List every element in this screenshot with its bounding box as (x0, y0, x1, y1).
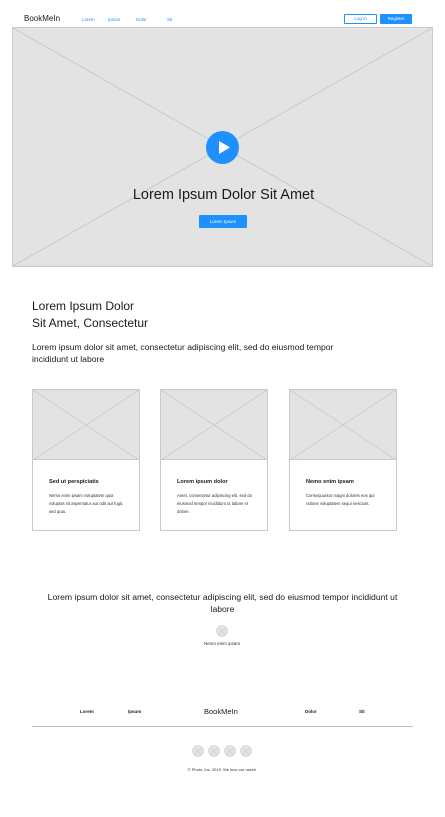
intro-heading (32, 298, 148, 332)
card-title: Nemo enim ipsam (306, 479, 354, 485)
card-body: Consequuntur magni dolores eos qui ratione voluptatem sequi nesciunt. (306, 493, 375, 506)
intro-heading-line2: Sit Amet, Consectetur (32, 316, 149, 330)
login-button[interactable]: Log in (344, 14, 377, 24)
social-icon-4[interactable] (240, 745, 252, 757)
image-placeholder-icon (161, 390, 267, 460)
card-title: Sed ut perspiciatis (49, 479, 99, 485)
play-button[interactable] (206, 131, 239, 164)
register-button[interactable]: Register (380, 14, 412, 24)
footer-logo[interactable]: BookMeIn (204, 707, 238, 716)
copyright-text: © Photo, Inc. 2019. We love our users! (187, 767, 257, 772)
testimonial-author: Nemo enim ipsam (203, 641, 241, 646)
footer-link-sit[interactable]: Sit (359, 709, 365, 714)
nav-link-dolor[interactable]: Dolor (136, 17, 147, 22)
card-image-placeholder (290, 390, 396, 460)
card-image-placeholder (161, 390, 267, 460)
intro-paragraph: Lorem ipsum dolor sit amet, consectetur adipiscing elit, sed do eiusmod tempor incididunt ut labore (32, 342, 334, 364)
social-icon-3[interactable] (224, 745, 236, 757)
feature-card[interactable] (160, 389, 268, 531)
play-icon (206, 131, 239, 164)
nav-link-ipsum[interactable]: Ipsum (108, 17, 121, 22)
hero-video (12, 27, 433, 267)
footer-link-lorem[interactable]: Lorem (80, 709, 94, 714)
nav-link-sit[interactable]: Sit (167, 17, 173, 22)
intro-heading-line1: Lorem Ipsum Dolor (32, 299, 135, 313)
image-placeholder-icon (33, 390, 139, 460)
top-header (0, 0, 445, 27)
hero-title: Lorem Ipsum Dolor Sit Amet (132, 187, 315, 203)
footer-link-dolor[interactable]: Dolor (305, 709, 317, 714)
card-image-placeholder (33, 390, 139, 460)
feature-card[interactable] (289, 389, 397, 531)
social-icon-1[interactable] (192, 745, 204, 757)
hero-cta-button[interactable]: Lorem Ipsum (199, 215, 247, 228)
feature-card[interactable] (32, 389, 140, 531)
brand-logo[interactable]: BookMeIn (24, 14, 61, 23)
card-title: Lorem ipsum dolor (177, 479, 228, 485)
card-body: Amet, consectetur adipiscing elit, sed do eiusmod tempor incididunt ut labore et dolore. (177, 493, 252, 514)
nav-link-lorem[interactable]: Lorem (82, 17, 95, 22)
footer-divider (32, 726, 413, 727)
avatar (216, 625, 228, 637)
image-placeholder-icon (290, 390, 396, 460)
card-body: Nemo enim ipsam voluptatem quia voluptas sit aspernatur aut odit aut fugit, sed quia. (49, 493, 124, 514)
footer-link-ipsum[interactable]: Ipsum (128, 709, 142, 714)
social-icon-2[interactable] (208, 745, 220, 757)
testimonial-quote: Lorem ipsum dolor sit amet, consectetur adipiscing elit, sed do eiusmod tempor incididunt ut labore (47, 592, 398, 614)
